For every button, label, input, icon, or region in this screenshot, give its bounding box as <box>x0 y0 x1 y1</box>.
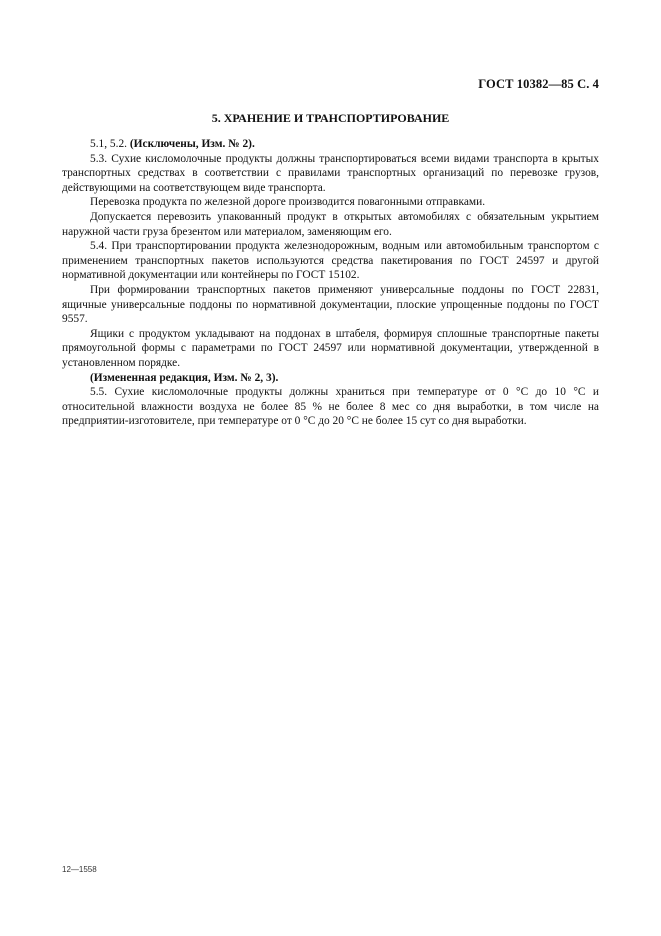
clause-number: 5.1, 5.2. <box>90 138 130 150</box>
paragraph-open-vehicles: Допускается перевозить упакованный продукт в открытых автомобилях с обязательным укрытием наружной части груза брезентом или материалом, заменяющим его. <box>62 210 599 238</box>
footer-mark: 12—1558 <box>62 865 97 874</box>
section-title: 5. ХРАНЕНИЕ И ТРАНСПОРТИРОВАНИЕ <box>211 111 450 125</box>
excluded-note: (Исключены, Изм. № 2). <box>129 138 255 150</box>
paragraph-5-5: 5.5. Сухие кисломолочные продукты должны храниться при температуре от 0 °С до 10 °С и относительной влажности воздуха не более 85 % не более 8 мес со дня выработки, в том числе на предприятии-изготовителе, при температуре от 0 °С до 20 °С не более 15 сут со дня выработки. <box>62 386 599 428</box>
page-header-code: ГОСТ 10382—85 С. 4 <box>478 77 599 91</box>
paragraph-5-3: 5.3. Сухие кисломолочные продукты должны транспортироваться всеми видами транспорта в крытых транспортных средствах в соответствии с правилами транспортных организаций по перевозке грузов, действующими на соответствующем виде транспорта. <box>62 152 599 194</box>
revision-note: (Измененная редакция, Изм. № 2, 3). <box>90 371 279 384</box>
paragraph-rail-transport: Перевозка продукта по железной дороге производится повагонными отправками. <box>90 196 486 209</box>
section-body <box>62 137 599 429</box>
paragraph-5-1-5-2 <box>62 137 599 152</box>
paragraph-5-4: 5.4. При транспортировании продукта железнодорожным, водным или автомобильным транспортом с применением транспортных пакетов используются средства пакетирования по ГОСТ 24597 и другой нормативной документации или контейнеры по ГОСТ 15102. <box>62 240 599 282</box>
paragraph-pallets: При формировании транспортных пакетов применяют универсальные поддоны по ГОСТ 22831, ящичные универсальные поддоны по нормативной документации, плоские упрощенные поддоны по ГОСТ 9557. <box>62 283 599 326</box>
paragraph-stacking: Ящики с продуктом укладывают на поддонах в штабеля, формируя сплошные транспортные пакеты прямоугольной формы с параметрами по ГОСТ 24597 или нормативной документации, утвержденной в установленном порядке. <box>62 327 599 369</box>
